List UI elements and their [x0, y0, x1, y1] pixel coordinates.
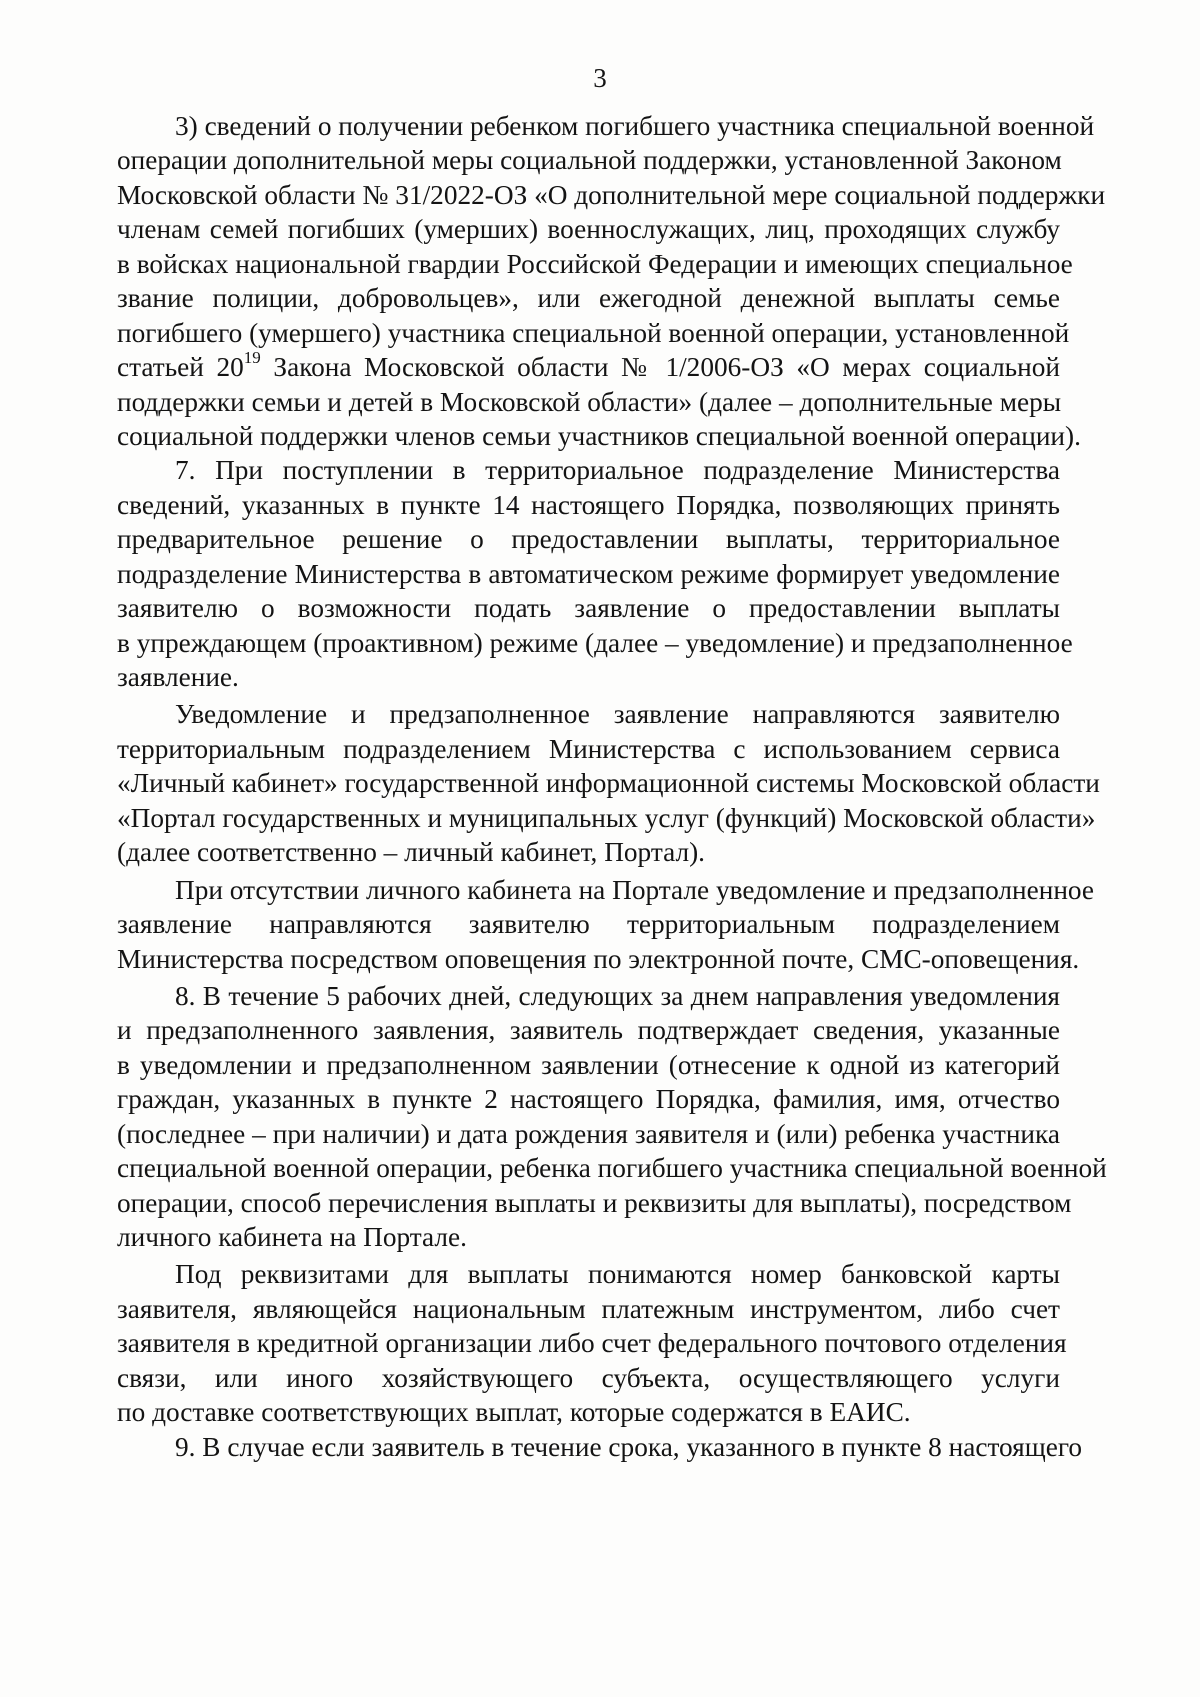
paragraph-item-7: [117, 453, 1073, 694]
superscript: 19: [243, 348, 261, 368]
paragraph-notification: [117, 697, 1100, 869]
text-line: операции дополнительной меры социальной поддержки, установленной Законом: [117, 145, 1062, 176]
text-line: в упреждающем (проактивном) режиме (далее – уведомление) и предзаполненное: [117, 627, 1073, 658]
text-line: (далее соответственно – личный кабинет, Портал).: [117, 837, 706, 868]
text-line: заявителя, являющейся национальным платежным инструментом, либо счет: [117, 1293, 1060, 1324]
paragraph-no-cabinet: [117, 873, 1095, 976]
text-line: Уведомление и предзаполненное заявление направляются заявителю: [175, 699, 1060, 730]
text-line: Министерства посредством оповещения по электронной почте, СМС-оповещения.: [117, 943, 1080, 974]
text-line: 9. В случае если заявитель в течение срока, указанного в пункте 8 настоящего: [175, 1431, 1083, 1462]
text-line: заявление направляются заявителю территориальным подразделением: [117, 909, 1060, 940]
text-line: сведений, указанных в пункте 14 настоящего Порядка, позволяющих принять: [117, 489, 1060, 520]
paragraph-item-8: [117, 979, 1107, 1255]
text-line: операции, способ перечисления выплаты и реквизиты для выплаты), посредством: [117, 1187, 1072, 1218]
text-line: «Личный кабинет» государственной информационной системы Московской области: [117, 768, 1100, 799]
text-line: по доставке соответствующих выплат, которые содержатся в ЕАИС.: [117, 1397, 911, 1428]
text-line: и предзаполненного заявления, заявитель подтверждает сведения, указанные: [117, 1015, 1060, 1046]
text-line: Под реквизитами для выплаты понимаются номер банковской карты: [175, 1259, 1060, 1290]
text-line: погибшего (умершего) участника специальной военной операции, установленной: [117, 317, 1070, 348]
text-line: поддержки семьи и детей в Московской области» (далее – дополнительные меры: [117, 386, 1062, 417]
text-line: в войсках национальной гвардии Российской Федерации и имеющих специальное: [117, 248, 1073, 279]
text-line: (последнее – при наличии) и дата рождения заявителя и (или) ребенка участника: [117, 1118, 1060, 1149]
text-line: 8. В течение 5 рабочих дней, следующих за днем направления уведомления: [175, 980, 1060, 1011]
paragraph-item-9: [117, 1430, 1083, 1464]
text-fragment: статьей 20: [117, 352, 244, 383]
text-line: личного кабинета на Портале.: [117, 1222, 467, 1252]
text-line: подразделение Министерства в автоматическом режиме формирует уведомление: [117, 558, 1060, 589]
text-line: заявителя в кредитной организации либо счет федерального почтового отделения: [117, 1328, 1067, 1359]
text-line: «Портал государственных и муниципальных услуг (функций) Московской области»: [117, 802, 1096, 833]
text-line: заявителю о возможности подать заявление о предоставлении выплаты: [117, 593, 1060, 624]
text-line: граждан, указанных в пункте 2 настоящего Порядка, фамилия, имя, отчество: [117, 1084, 1060, 1115]
paragraph-requisites: [117, 1257, 1067, 1429]
paragraph-item-3: [117, 109, 1106, 453]
text-line: При отсутствии личного кабинета на Портале уведомление и предзаполненное: [175, 874, 1095, 905]
text-line: предварительное решение о предоставлении выплаты, территориальное: [117, 524, 1060, 555]
page-number: 3: [593, 63, 607, 93]
text-line: членам семей погибших (умерших) военнослужащих, лиц, проходящих службу: [117, 214, 1060, 245]
text-line: связи, или иного хозяйствующего субъекта, осуществляющего услуги: [117, 1362, 1060, 1393]
text-line: звание полиции, добровольцев», или ежегодной денежной выплаты семье: [117, 283, 1060, 314]
text-line: в уведомлении и предзаполненном заявлении (отнесение к одной из категорий: [117, 1049, 1060, 1080]
text-line: специальной военной операции, ребенка погибшего участника специальной военной: [117, 1153, 1107, 1184]
text-line-with-superscript: [117, 350, 1060, 384]
text-fragment: Закона Московской области № 1/2006-ОЗ «О мерах социальной: [260, 352, 1060, 383]
document-body: [117, 109, 1107, 1464]
text-line: территориальным подразделением Министерства с использованием сервиса: [117, 733, 1060, 764]
text-line: заявление.: [117, 662, 239, 692]
text-line: 3) сведений о получении ребенком погибшего участника специальной военной: [175, 111, 1095, 141]
text-line: социальной поддержки членов семьи участников специальной военной операции).: [117, 420, 1081, 451]
text-line: Московской области № 31/2022-ОЗ «О дополнительной мере социальной поддержки: [117, 179, 1106, 210]
text-line: 7. При поступлении в территориальное подразделение Министерства: [175, 455, 1060, 486]
